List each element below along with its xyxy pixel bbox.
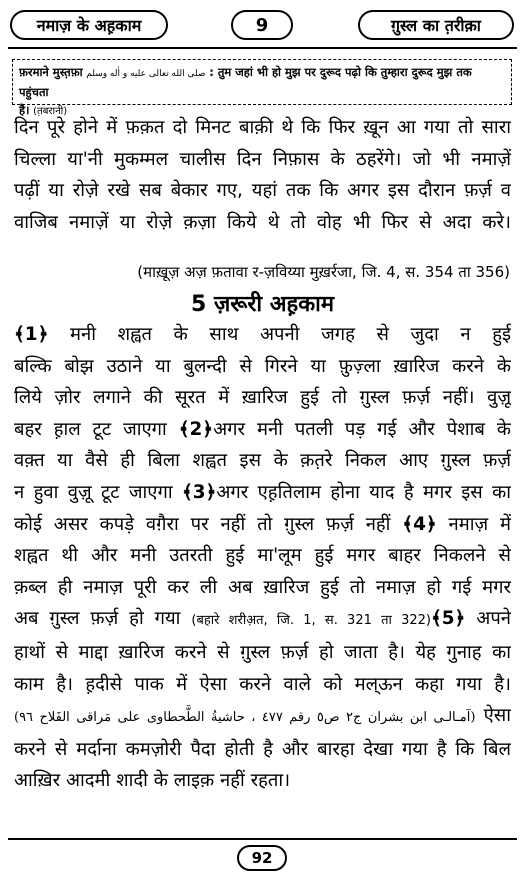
body-line: करने से मर्दाना कमज़ोरी पैदा होती है और बारहा देखा गया है कि बिल	[14, 738, 511, 760]
chapter-number-pill	[231, 10, 293, 40]
body-line: शह्वत थी और मनी उतरती हुई मा'लूम हुई मगर बाहर निकलने से	[14, 545, 511, 567]
body-text: अब ग़ुस्ल फ़र्ज़ हो गया	[14, 608, 192, 630]
intro-line: चिल्ला या'नी मुकम्मल चालीस दिन निफ़ास के ठहरेंगे। जो भी नमाज़ें	[14, 148, 511, 170]
ruling-number-2: ﴾2﴿	[178, 418, 214, 440]
chapter-title-pill	[10, 10, 168, 40]
ruling-number-4: ﴾4﴿	[402, 513, 437, 535]
body-line	[14, 700, 511, 734]
ruling-number-1: ﴾1﴿	[14, 324, 49, 345]
header-divider	[8, 47, 517, 49]
ruling-number-3: ﴾3﴿	[181, 481, 217, 503]
body-text: अगर मनी पतली पड़ गई और पेशाब के	[213, 418, 511, 440]
intro-line: दिन पूरे होने में फ़क़त दो मिनट बाक़ी थे कि फिर ख़ून आ गया तो सारा	[14, 117, 511, 138]
body-text: ऐसा	[475, 705, 511, 727]
page-number-pill	[237, 845, 287, 871]
notice-reference: (त़बरानी)	[33, 106, 68, 117]
body-line	[14, 319, 511, 351]
intro-paragraph	[14, 112, 511, 238]
body-line: लिये ज़ोर लगाने की सूरत में ख़ारिज हुई तो ग़ुस्ल फ़र्ज़ नहीं। वुज़ू	[14, 387, 511, 409]
body-line: क़ब्ल ही नमाज़ पूरी कर ली अब ख़ारिज हुई तो नमाज़ हो गई मगर	[14, 576, 511, 598]
body-text: न हुवा वुज़ू टूट जाएगा	[14, 481, 182, 503]
body-text: अपने	[465, 608, 511, 630]
section-title-pill	[358, 10, 514, 40]
section-title: ग़ुस्ल का त़रीक़ा	[391, 16, 481, 35]
notice-text: : तुम जहां भी हो मुझ पर दुरूद पढ़ो कि तुम्हारा दुरूद मुझ तक पहुंचता	[19, 65, 472, 99]
notice-text-2: है।	[19, 103, 30, 117]
body-text: नमाज़ में	[436, 513, 511, 535]
body-line	[14, 509, 511, 541]
body-line: काम है। ह़दीसे पाक में ऐसा करने वाले को मल्ऊन कहा गया है।	[14, 673, 511, 695]
body-text: कोई असर कपड़े वग़ैरा पर नहीं तो ग़ुस्ल फ़र्ज़ नहीं	[14, 513, 403, 535]
body-line: बल्कि बोझ उठाने या बुलन्दी से गिरने या फ़ुज़्ला ख़ारिज करने के	[14, 355, 511, 377]
body-line	[14, 477, 511, 509]
hadith-notice-box	[12, 59, 512, 117]
body-text: मनी शह्वत के साथ अपनी जगह से जुदा न हुई	[48, 324, 511, 345]
inline-citation: (बहारे शरीअ़त, जि. 1, स. 321 ता 322)	[191, 613, 431, 629]
chapter-number: 9	[255, 14, 269, 36]
intro-line: पढ़ीं या रोज़े रखे सब बेकार गए, यहां तक कि अगर इस दौरान फ़र्ज़ व	[14, 180, 511, 202]
notice-label: फ़रमाने मुस्त़फ़ा	[19, 65, 83, 79]
rulings-paragraph	[14, 319, 511, 797]
body-line: वक़्त या वैसे ही बिला शह्वत इस के क़त़रे निकल आए ग़ुस्ल फ़र्ज़	[14, 450, 511, 472]
body-line	[14, 603, 511, 637]
ruling-number-5: ﴾5﴿	[430, 608, 466, 630]
body-line	[14, 414, 511, 446]
notice-salutation: صلى الله تعالى عليه و اٰله وسلم	[86, 69, 206, 79]
source-citation: (माख़ूज़ अज़ फ़तावा र-ज़विय्या मुख़र्रजा, जि. 4, स. 354 ता 356)	[137, 263, 510, 281]
body-text: बहर ह़ाल टूट जाएगा	[14, 418, 179, 440]
body-line: आख़िर आदमी शादी के लाइक़ नहीं रहता।	[14, 770, 291, 792]
body-text: अगर एह़तिलाम होना याद है मगर इस का	[216, 481, 511, 503]
body-line: हाथों से माद्दा ख़ारिज करने से ग़ुस्ल फ़र्ज़ हो जाता है। येह गुनाह का	[14, 641, 511, 663]
chapter-title: नमाज़ के अह़काम	[36, 16, 142, 35]
section-heading: 5 ज़रूरी अह़काम	[191, 292, 334, 317]
page-number: 92	[251, 849, 273, 867]
footer-divider	[8, 838, 517, 840]
intro-line: वाजिब नमाज़ें या रोज़े क़ज़ा किये थे तो वोह भी फिर से अदा करे।	[14, 211, 511, 233]
arabic-citation: (آمـالـى ابن بشران ج٢ ص٥ رقم ٤٧٧ ، حاشيةُ الطَّحطاوى على مَراقى الفَلاح ٩٦)	[14, 710, 476, 726]
